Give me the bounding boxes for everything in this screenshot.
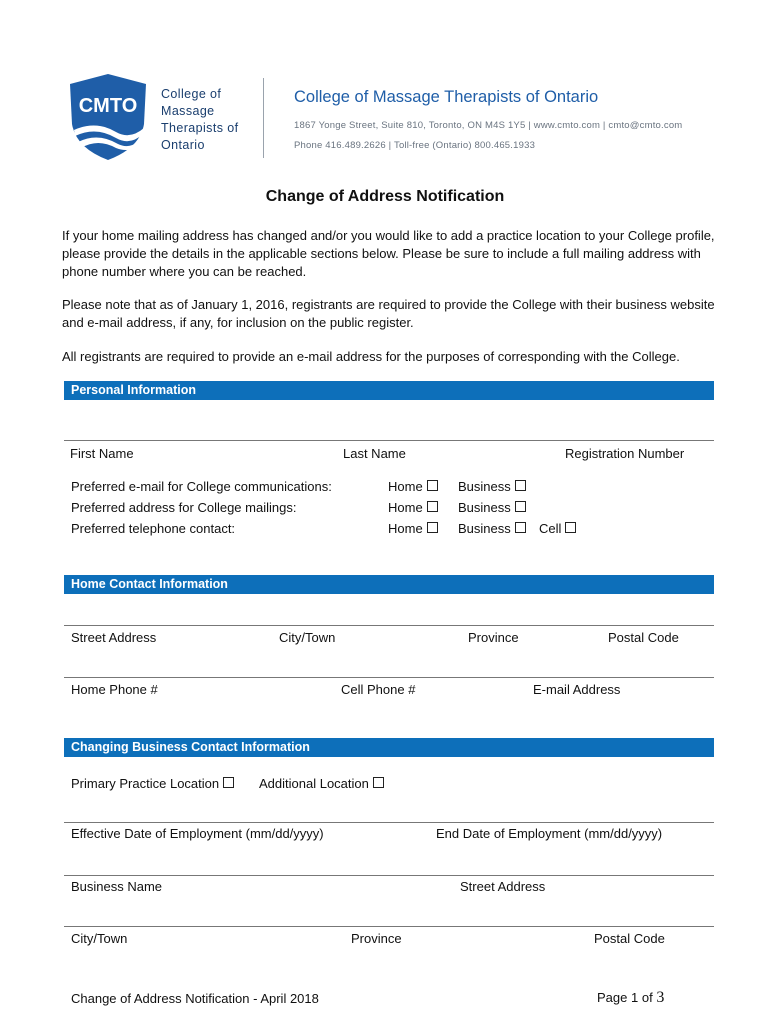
pref-phone-home-option[interactable] <box>388 521 438 536</box>
checkbox[interactable] <box>427 501 438 512</box>
effective-date-label: Effective Date of Employment (mm/dd/yyyy) <box>71 826 324 841</box>
option-label: Business <box>458 479 511 494</box>
org-name: College of Massage Therapists of Ontario <box>294 88 599 106</box>
cell-phone-label: Cell Phone # <box>341 682 416 697</box>
section-header-business-contact: Changing Business Contact Information <box>64 738 714 757</box>
page-current: 1 <box>631 990 639 1005</box>
logo-acronym: CMTO <box>78 95 138 117</box>
logo-word-line: College of <box>161 87 222 101</box>
page-word: Page <box>597 990 628 1005</box>
email-address-label: E-mail Address <box>533 682 621 697</box>
end-date-label: End Date of Employment (mm/dd/yyyy) <box>436 826 663 841</box>
street-address-label: Street Address <box>71 630 157 645</box>
first-name-label: First Name <box>70 446 134 461</box>
header-divider <box>263 78 264 158</box>
checkbox[interactable] <box>565 522 576 533</box>
checkbox[interactable] <box>427 522 438 533</box>
checkbox[interactable] <box>223 777 234 788</box>
org-phone: Phone 416.489.2626 | Toll-free (Ontario) 800.465.1933 <box>294 140 536 151</box>
business-province-label: Province <box>351 931 402 946</box>
logo-word-line: Ontario <box>161 138 205 152</box>
option-label: Home <box>388 500 423 515</box>
option-label: Home <box>388 521 423 536</box>
section-header-personal: Personal Information <box>64 381 714 400</box>
pref-phone-business-option[interactable] <box>458 521 526 536</box>
province-label: Province <box>468 630 519 645</box>
pref-email-label: Preferred e-mail for College communications: <box>71 479 332 494</box>
business-name-label: Business Name <box>71 879 163 894</box>
pref-email-home-option[interactable] <box>388 479 438 494</box>
registration-number-label: Registration Number <box>565 446 685 461</box>
pref-address-business-option[interactable] <box>458 500 526 515</box>
postal-code-label: Postal Code <box>608 630 679 645</box>
page-total: 3 <box>656 989 665 1006</box>
pref-address-label: Preferred address for College mailings: <box>71 500 297 515</box>
checkbox[interactable] <box>427 480 438 491</box>
option-label: Business <box>458 500 511 515</box>
home-phone-label: Home Phone # <box>71 682 158 697</box>
primary-practice-option[interactable] <box>71 776 234 791</box>
option-label: Primary Practice Location <box>71 776 220 791</box>
pref-address-home-option[interactable] <box>388 500 438 515</box>
field-line <box>64 677 714 678</box>
checkbox[interactable] <box>515 522 526 533</box>
pref-email-business-option[interactable] <box>458 479 526 494</box>
intro-paragraph: All registrants are required to provide an e-mail address for the purposes of corresponding with the College. <box>62 349 680 364</box>
checkbox[interactable] <box>373 777 384 788</box>
field-line <box>64 875 714 876</box>
additional-location-option[interactable] <box>259 776 384 791</box>
page-number <box>597 989 664 1007</box>
intro-paragraph: Please note that as of January 1, 2016, registrants are required to provide the College with their business website and e-mail address, if any, for inclusion on the public register. <box>62 297 715 330</box>
city-town-label: City/Town <box>279 630 336 645</box>
business-postal-label: Postal Code <box>594 931 665 946</box>
checkbox[interactable] <box>515 501 526 512</box>
cmto-shield-icon <box>66 72 150 162</box>
pref-phone-cell-option[interactable] <box>539 521 576 536</box>
option-label: Home <box>388 479 423 494</box>
option-label: Cell <box>539 521 562 536</box>
option-label: Business <box>458 521 511 536</box>
pref-phone-label: Preferred telephone contact: <box>71 521 236 536</box>
page-of: of <box>641 990 653 1005</box>
field-line <box>64 822 714 823</box>
business-city-label: City/Town <box>71 931 128 946</box>
checkbox[interactable] <box>515 480 526 491</box>
business-street-label: Street Address <box>460 879 546 894</box>
logo-word-line: Therapists of <box>161 121 239 135</box>
field-line <box>64 440 714 441</box>
logo-wordmark <box>161 86 238 154</box>
intro-paragraph: If your home mailing address has changed and/or you would like to add a practice location to your College profile, please provide the details in the applicable sections below. Please be sure to include a full mailing address with phone number where you can be reached. <box>62 228 715 279</box>
field-line <box>64 926 714 927</box>
section-header-home-contact: Home Contact Information <box>64 575 714 594</box>
org-address: 1867 Yonge Street, Suite 810, Toronto, ON M4S 1Y5 | www.cmto.com | cmto@cmto.com <box>294 120 683 131</box>
page-title: Change of Address Notification <box>265 188 505 205</box>
logo-word-line: Massage <box>161 104 215 118</box>
footer-doc-title: Change of Address Notification - April 2018 <box>71 991 319 1006</box>
field-line <box>64 625 714 626</box>
option-label: Additional Location <box>259 776 369 791</box>
last-name-label: Last Name <box>343 446 406 461</box>
